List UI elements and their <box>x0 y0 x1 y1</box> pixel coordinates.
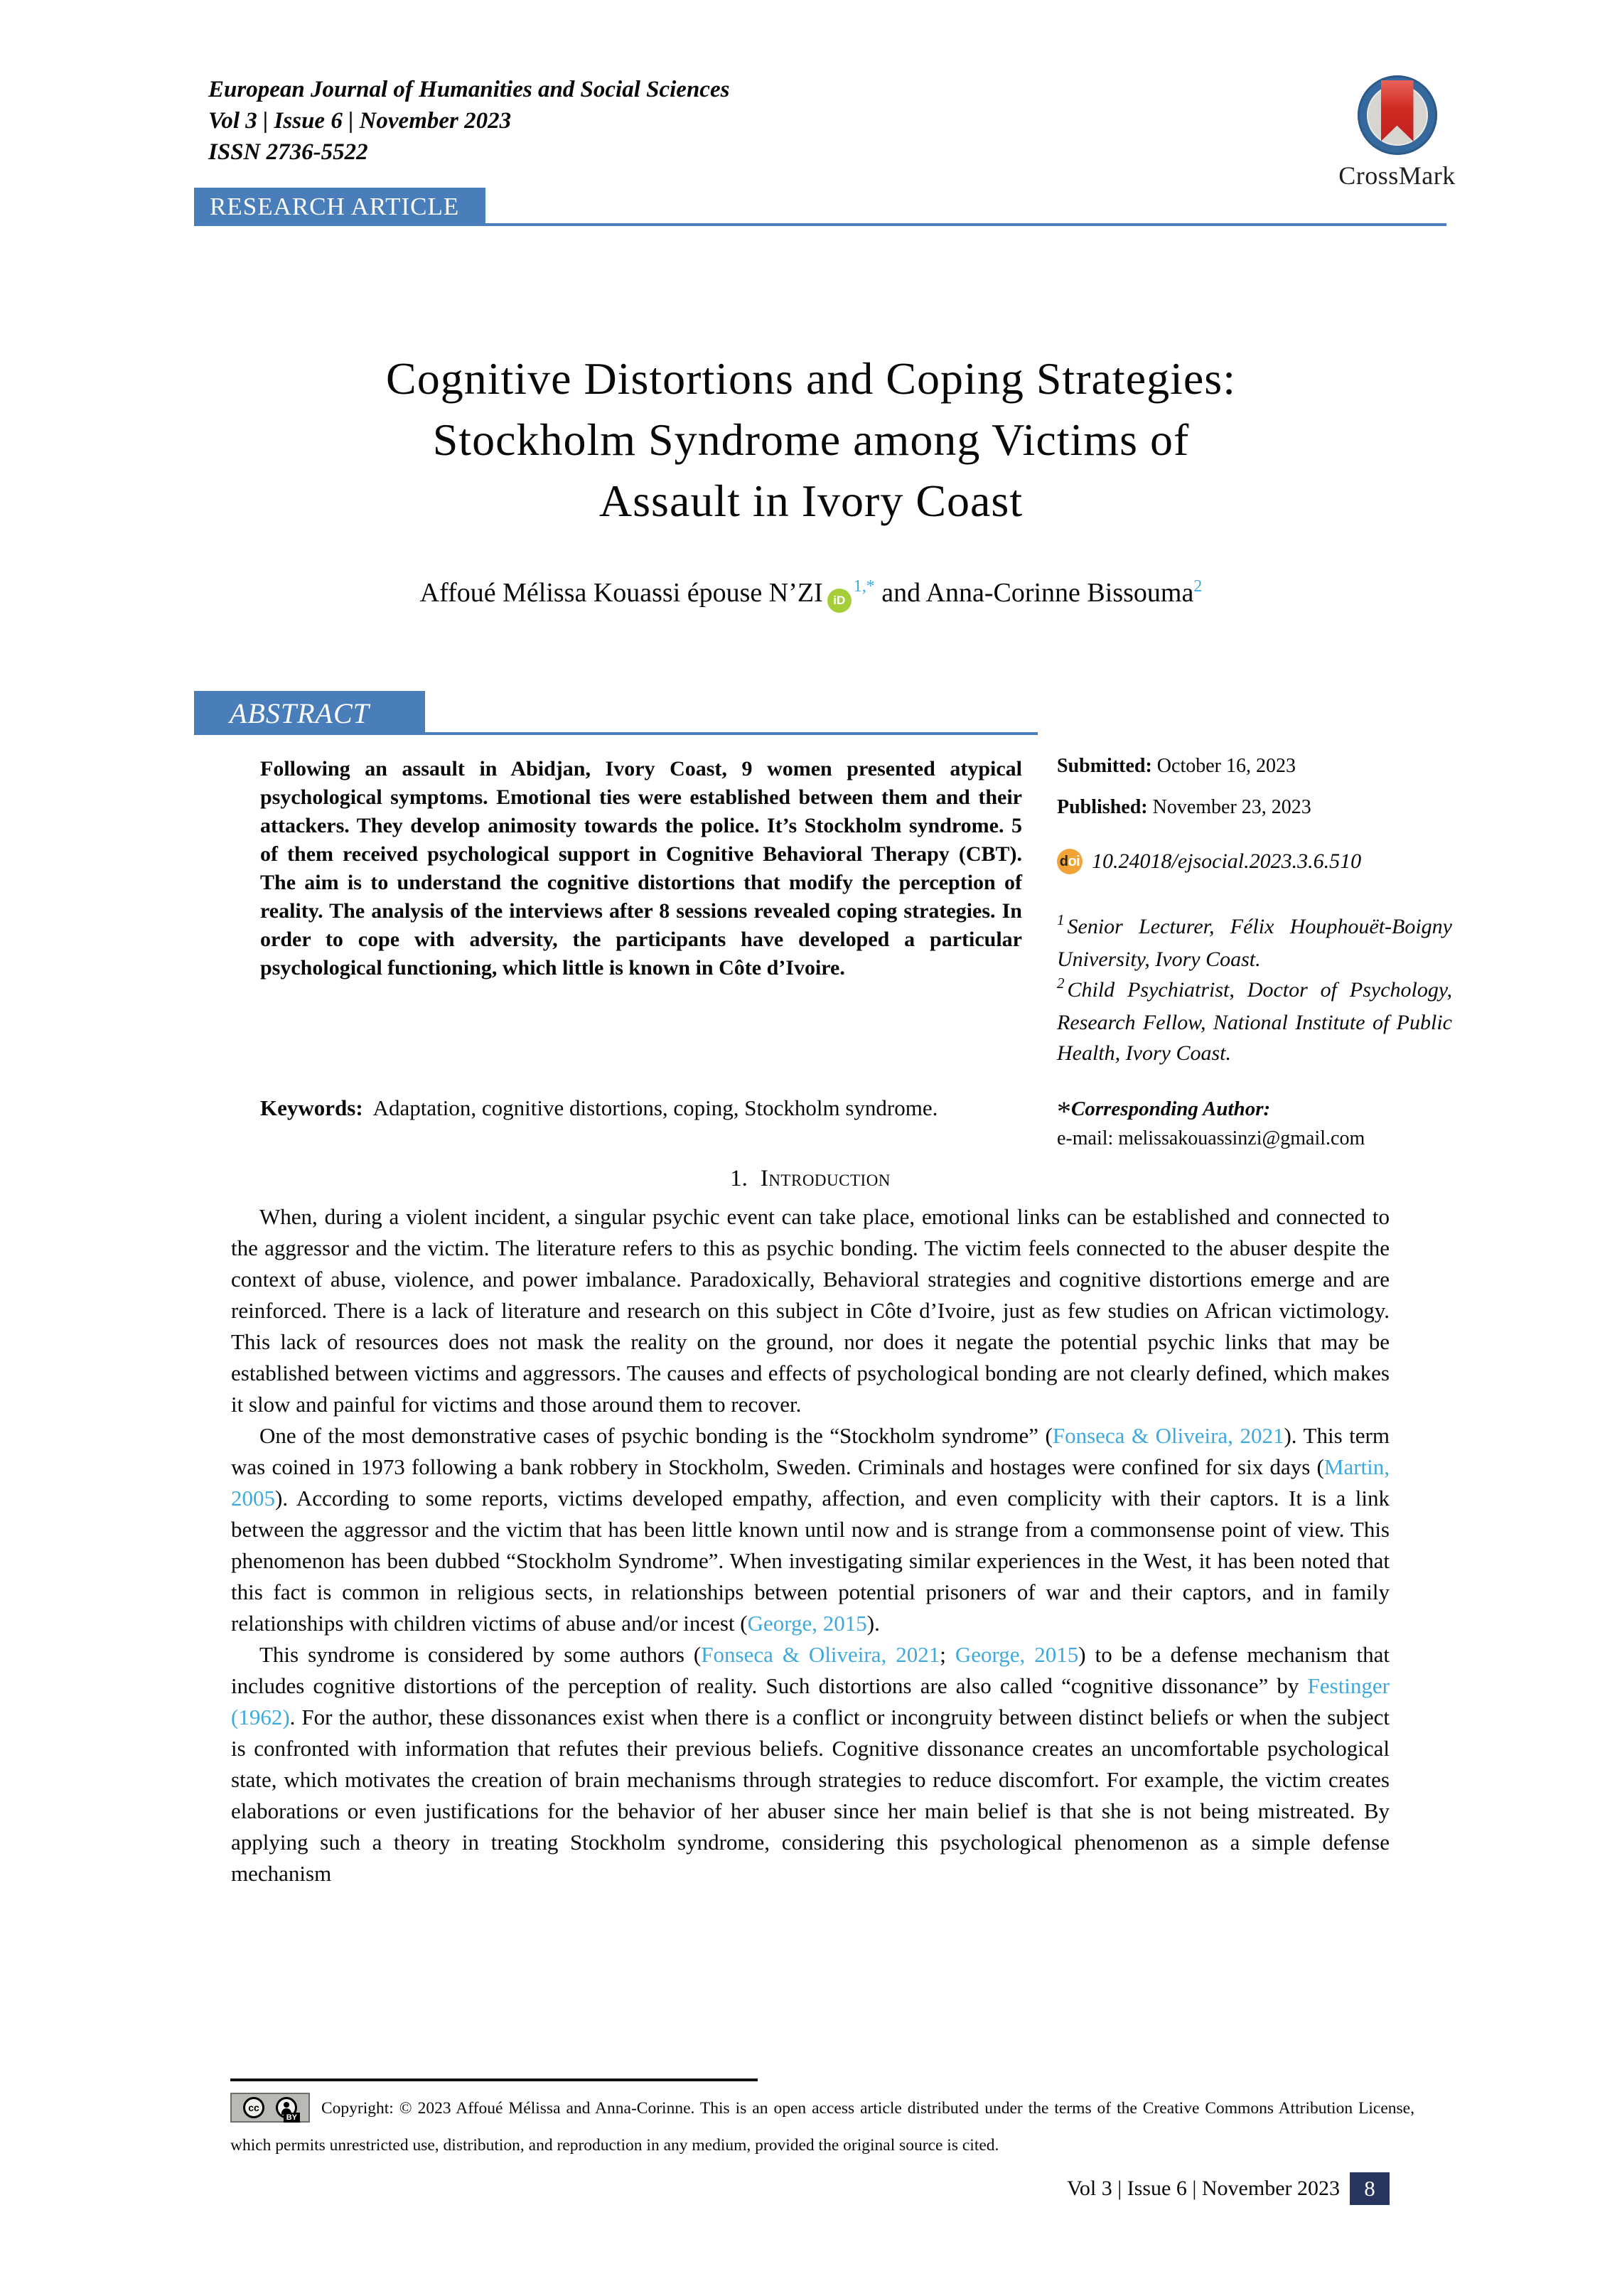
journal-info <box>208 74 729 168</box>
crossmark-logo[interactable] <box>1321 75 1473 191</box>
title-line-1: Cognitive Distortions and Coping Strategies: <box>386 353 1236 404</box>
abstract-text: Following an assault in Abidjan, Ivory Coast, 9 women presented atypical psychological symptoms. Emotional ties were established between them and their attackers. They develop animosity towards the police. It’s Stockholm syndrome. 5 of them received psychological support in Cognitive Behavioral Therapy (CBT). The aim is to understand the cognitive distortions that modify the perception of reality. The analysis of the interviews after 8 sessions revealed coping strategies. In order to cope with adversity, the participants have developed a particular psychological functioning, which little is known in Côte d’Ivoire. <box>260 757 1022 980</box>
submitted-date: October 16, 2023 <box>1151 755 1296 777</box>
published-date: November 23, 2023 <box>1147 796 1311 818</box>
keywords-label: Keywords: <box>260 1095 363 1120</box>
section-number: 1. <box>730 1166 748 1191</box>
abstract-rule <box>425 732 1038 735</box>
published-row <box>1057 796 1452 819</box>
footer-divider <box>230 2078 758 2081</box>
corresponding-label: Corresponding Author: <box>1071 1098 1271 1120</box>
orcid-icon[interactable]: iD <box>827 589 852 613</box>
introduction-body <box>231 1201 1390 1889</box>
corresponding-author-row <box>1057 1095 1452 1128</box>
cc-by-label: BY <box>284 2113 300 2123</box>
doi-icon: d oi <box>1057 849 1083 874</box>
journal-issue-line: Vol 3 | Issue 6 | November 2023 <box>208 108 512 134</box>
paragraph: When, during a violent incident, a singular psychic event can take place, emotional links can be established and connected to the aggressor and the victim. The literature refers to this as psychic bonding. The victim feels connected to the abuser despite the context of abuse, violence, and power imbalance. Paradoxically, Behavioral strategies and cognitive distortions emerge and are reinforced. There is a lack of literature and research on this subject in Côte d’Ivoire, just as few studies on African victimology. This lack of resources does not mask the reality on the ground, nor does it negate the potential psychic links that may be established between victims and aggressors. The causes and effects of psychological bonding are not clearly defined, which makes it slow and painful for victims and those around them to recover. <box>231 1204 1390 1417</box>
article-type-badge: RESEARCH ARTICLE <box>194 188 485 226</box>
author-2-superscript: 2 <box>1193 577 1203 596</box>
title-line-3: Assault in Ivory Coast <box>598 476 1024 526</box>
submitted-label: Submitted: <box>1057 755 1152 777</box>
affiliation-1-text: Senior Lecturer, Félix Houphouët-Boigny University, Ivory Coast. <box>1057 915 1452 971</box>
corresponding-star: * <box>1057 1095 1071 1127</box>
crossmark-label: CrossMark <box>1338 161 1456 190</box>
author-line <box>161 577 1461 613</box>
cc-by-license-badge[interactable] <box>230 2093 310 2123</box>
journal-issn: ISSN 2736-5522 <box>208 139 368 165</box>
affiliation-1-superscript: 1 <box>1057 911 1065 928</box>
keywords-text: Adaptation, cognitive distortions, coping, Stockholm syndrome. <box>372 1095 938 1120</box>
doi-row <box>1057 849 1452 874</box>
journal-name: European Journal of Humanities and Social Sciences <box>208 77 730 102</box>
submitted-row <box>1057 755 1452 778</box>
corresponding-email[interactable]: e-mail: melissakouassinzi@gmail.com <box>1057 1127 1365 1149</box>
section-heading-introduction <box>231 1166 1390 1192</box>
title-line-2: Stockholm Syndrome among Victims of <box>432 414 1190 465</box>
section-title: Introduction <box>760 1166 891 1191</box>
author-2-name: Anna-Corinne Bissouma <box>925 578 1194 608</box>
affiliation-2 <box>1057 975 1452 1068</box>
footer-issue-text: Vol 3 | Issue 6 | November 2023 <box>1067 2177 1340 2200</box>
published-label: Published: <box>1057 796 1148 818</box>
affiliations-block <box>1057 911 1452 1068</box>
cc-icon: cc <box>243 2097 264 2118</box>
keywords-block <box>260 1092 1022 1125</box>
author-1-name: Affoué Mélissa Kouassi épouse N’ZI <box>419 578 823 608</box>
paragraph: One of the most demonstrative cases of psychic bonding is the “Stockholm syndrome” (Fonseca & Oliveira, 2021). This term was coined in 1973 following a bank robbery in Stockholm, Sweden. Criminals and hostages were confined for six days (Martin, 2005). According to some reports, victims developed empathy, affection, and even complicity with their captors. It is a link between the aggressor and the victim that has been little known until now and is strange from a commonsense point of view. This phenomenon has been dubbed “Stockholm Syndrome”. When investigating similar experiences in the West, it has been noted that this fact is common in religious sects, in relationships between potential prisoners of war and their captors, and in family relationships with children victims of abuse and/or incest (George, 2015). <box>231 1423 1390 1636</box>
header-rule <box>485 223 1446 226</box>
copyright-text: Copyright: © 2023 Affoué Mélissa and Anna-Corinne. This is an open access article distributed under the terms of the Creative Commons Attribution License, which permits unrestricted use, distribution, and reproduction in any medium, provided the original source is cited. <box>230 2099 1414 2155</box>
page-number-badge: 8 <box>1350 2172 1390 2205</box>
affiliation-1 <box>1057 911 1452 975</box>
paragraph: This syndrome is considered by some authors (Fonseca & Oliveira, 2021; George, 2015) to be a defense mechanism that includes cognitive distortions of the perception of reality. Such distortions are also called “cognitive dissonance” by Festinger (1962). For the author, these dissonances exist when there is a conflict or incongruity between distinct beliefs or when the subject is confronted with information that refutes their previous beliefs. Cognitive dissonance creates an uncomfortable psychological state, which motivates the creation of brain mechanisms through strategies to reduce discomfort. For example, the victim creates elaborations or even justifications for the behavior of her abuser since her main belief is that she is not being mistreated. By applying such a theory in treating Stockholm syndrome, considering this psychological phenomenon as a simple defense mechanism <box>231 1642 1390 1886</box>
copyright-block <box>230 2090 1414 2164</box>
affiliation-2-text: Child Psychiatrist, Doctor of Psychology, Research Fellow, National Institute of Public Health, Ivory Coast. <box>1057 978 1452 1065</box>
affiliation-2-superscript: 2 <box>1057 975 1065 992</box>
crossmark-icon <box>1358 75 1437 155</box>
abstract-heading: ABSTRACT <box>194 691 425 735</box>
author-conjunction: and <box>874 578 926 608</box>
page-title <box>161 348 1461 532</box>
doi-link[interactable]: 10.24018/ejsocial.2023.3.6.510 <box>1092 849 1362 873</box>
author-1-superscript: 1,* <box>853 577 875 596</box>
footer-issue-line <box>231 2172 1390 2205</box>
